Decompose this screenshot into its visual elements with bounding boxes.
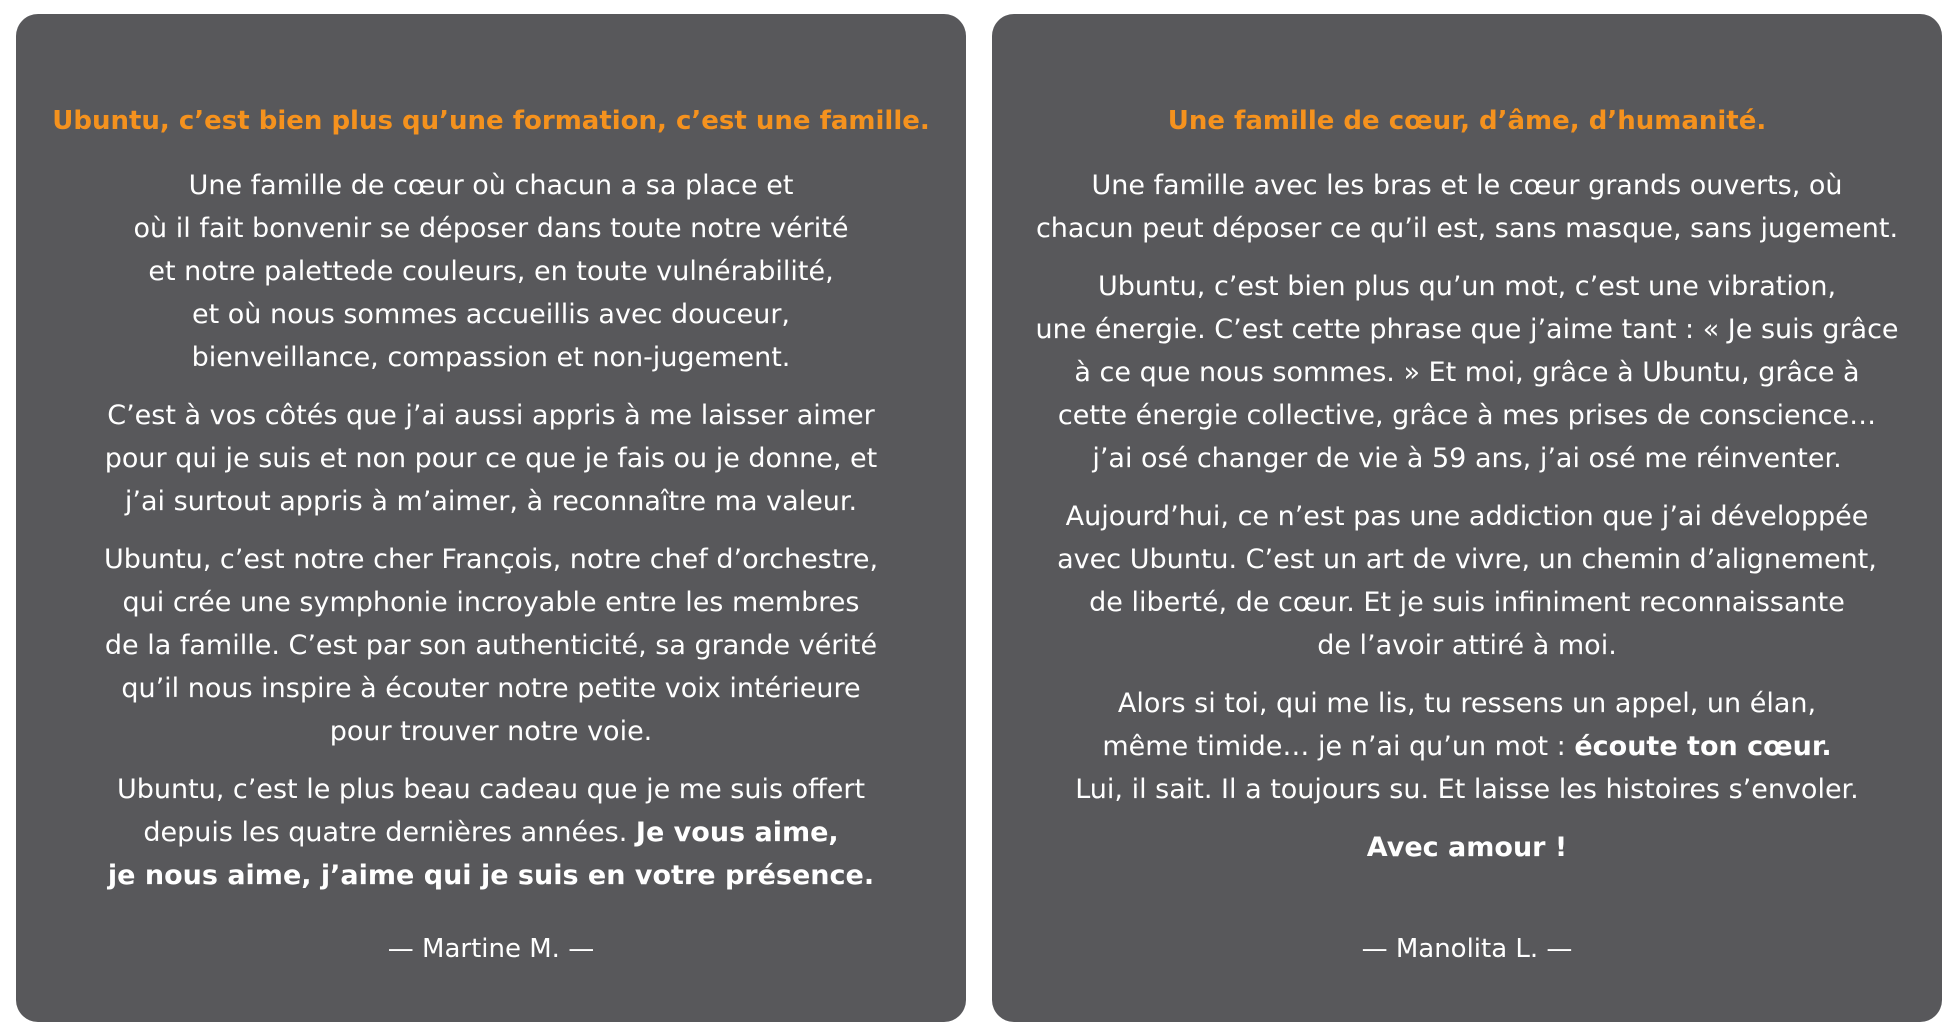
- text-line: Alors si toi, qui me lis, tu ressens un appel, un élan,: [1117, 688, 1817, 719]
- testimonial-paragraph: [56, 164, 926, 379]
- text-line: [56, 854, 926, 897]
- text-line: pour qui je suis et non pour ce que je fais ou je donne, et: [104, 443, 878, 474]
- text-line: bienveillance, compassion et non-jugement.: [191, 342, 791, 373]
- text-line: Ubuntu, c’est le plus beau cadeau que je me suis offert: [116, 774, 866, 805]
- text-emphasis: écoute ton cœur.: [1574, 731, 1832, 762]
- testimonial-paragraph: [1032, 164, 1902, 250]
- text-line: [1032, 725, 1902, 768]
- testimonial-closing: Avec amour !: [1366, 832, 1568, 863]
- testimonial-signature: — Martine M. —: [387, 934, 595, 964]
- testimonial-title: Ubuntu, c’est bien plus qu’une formation, c’est une famille.: [52, 106, 930, 136]
- testimonial-paragraph: [1032, 495, 1902, 667]
- testimonial-paragraph: [56, 394, 926, 523]
- text-line: où il fait bonvenir se déposer dans toute notre vérité: [133, 213, 849, 244]
- text-emphasis: je nous aime, j’aime qui je suis en votre présence.: [107, 860, 875, 891]
- testimonial-body: [56, 164, 926, 912]
- text-line: qu’il nous inspire à écouter notre petite voix intérieure: [121, 673, 861, 704]
- testimonial-card-martine: [16, 14, 966, 1022]
- text-line: Lui, il sait. Il a toujours su. Et laisse les histoires s’envoler.: [1075, 774, 1859, 805]
- testimonial-title: Une famille de cœur, d’âme, d’humanité.: [1167, 106, 1767, 136]
- text-emphasis: Je vous aime,: [635, 817, 839, 848]
- text-line: avec Ubuntu. C’est un art de vivre, un chemin d’alignement,: [1057, 544, 1877, 575]
- testimonial-signature: — Manolita L. —: [1361, 934, 1573, 964]
- text-line: j’ai surtout appris à m’aimer, à reconnaître ma valeur.: [124, 486, 858, 517]
- text-line: pour trouver notre voie.: [329, 716, 653, 747]
- text-line: de l’avoir attiré à moi.: [1317, 630, 1617, 661]
- text-line: Une famille de cœur où chacun a sa place et: [188, 170, 794, 201]
- text-line: chacun peut déposer ce qu’il est, sans masque, sans jugement.: [1035, 213, 1899, 244]
- text-line: à ce que nous sommes. » Et moi, grâce à Ubuntu, grâce à: [1074, 357, 1860, 388]
- text-line: et où nous sommes accueillis avec douceur,: [191, 299, 791, 330]
- text-line: Ubuntu, c’est notre cher François, notre chef d’orchestre,: [103, 544, 879, 575]
- text-line: de liberté, de cœur. Et je suis infiniment reconnaissante: [1089, 587, 1845, 618]
- text-line: j’ai osé changer de vie à 59 ans, j’ai osé me réinventer.: [1092, 443, 1842, 474]
- text-line: [56, 811, 926, 854]
- text-line: de la famille. C’est par son authenticité, sa grande vérité: [104, 630, 878, 661]
- text-line: Ubuntu, c’est bien plus qu’un mot, c’est une vibration,: [1097, 271, 1837, 302]
- text-plain: depuis les quatre dernières années.: [143, 817, 636, 848]
- testimonial-paragraph: [1032, 682, 1902, 811]
- testimonial-paragraph-closing: [56, 768, 926, 897]
- text-line: cette énergie collective, grâce à mes prises de conscience…: [1057, 400, 1877, 431]
- testimonial-card-manolita: [992, 14, 1942, 1022]
- text-plain: même timide… je n’ai qu’un mot :: [1102, 731, 1575, 762]
- text-line: Aujourd’hui, ce n’est pas une addiction que j’ai développée: [1065, 501, 1869, 532]
- testimonial-paragraph: [56, 538, 926, 753]
- text-line: et notre palettede couleurs, en toute vulnérabilité,: [148, 256, 834, 287]
- testimonial-body: [1032, 164, 1902, 869]
- text-line: C’est à vos côtés que j’ai aussi appris à me laisser aimer: [107, 400, 875, 431]
- text-line: Une famille avec les bras et le cœur grands ouverts, où: [1091, 170, 1843, 201]
- text-line: une énergie. C’est cette phrase que j’aime tant : « Je suis grâce: [1035, 314, 1899, 345]
- text-line: qui crée une symphonie incroyable entre les membres: [122, 587, 860, 618]
- testimonial-paragraph: [1032, 265, 1902, 480]
